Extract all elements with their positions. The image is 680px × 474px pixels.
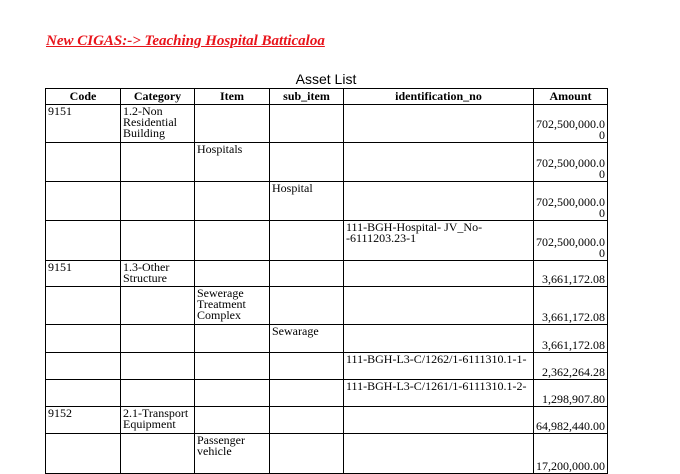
cell-amount: 3,661,172.08 bbox=[534, 287, 608, 325]
cell-identification-no bbox=[344, 105, 534, 143]
cell-category bbox=[121, 287, 195, 325]
table-row bbox=[46, 261, 608, 287]
cell-sub-item: Hospital bbox=[270, 182, 344, 221]
cell-sub-item bbox=[270, 407, 344, 434]
cell-item: Passenger vehicle bbox=[195, 434, 270, 474]
cell-item bbox=[195, 325, 270, 353]
cell-sub-item bbox=[270, 221, 344, 261]
cell-sub-item: Sewarage bbox=[270, 325, 344, 353]
cell-amount: 2,362,264.28 bbox=[534, 353, 608, 380]
table-row bbox=[46, 353, 608, 380]
cell-item bbox=[195, 221, 270, 261]
table-row bbox=[46, 287, 608, 325]
table-row bbox=[46, 221, 608, 261]
column-header-identification-no: identification_no bbox=[344, 89, 534, 105]
cell-sub-item bbox=[270, 287, 344, 325]
cell-amount: 702,500,000.00 bbox=[534, 143, 608, 182]
cell-identification-no bbox=[344, 182, 534, 221]
cell-category: 1.3-Other Structure bbox=[121, 261, 195, 287]
cell-code bbox=[46, 434, 121, 474]
cell-category bbox=[121, 380, 195, 407]
cell-code bbox=[46, 380, 121, 407]
cell-item bbox=[195, 182, 270, 221]
cell-code bbox=[46, 221, 121, 261]
table-row bbox=[46, 407, 608, 434]
cell-identification-no bbox=[344, 287, 534, 325]
table-row bbox=[46, 143, 608, 182]
table-header-row bbox=[46, 89, 608, 105]
cell-category: 1.2-Non Residential Building bbox=[121, 105, 195, 143]
cell-sub-item bbox=[270, 380, 344, 407]
cell-sub-item bbox=[270, 434, 344, 474]
cell-code bbox=[46, 143, 121, 182]
cell-amount: 702,500,000.00 bbox=[534, 105, 608, 143]
cell-code: 9152 bbox=[46, 407, 121, 434]
asset-table bbox=[45, 88, 608, 474]
cell-code bbox=[46, 353, 121, 380]
cell-sub-item bbox=[270, 143, 344, 182]
cell-amount: 3,661,172.08 bbox=[534, 325, 608, 353]
cell-category bbox=[121, 353, 195, 380]
cell-identification-no bbox=[344, 143, 534, 182]
cell-category bbox=[121, 434, 195, 474]
cell-item bbox=[195, 380, 270, 407]
cell-identification-no: 111-BGH-Hospital- JV_No--6111203.23-1 bbox=[344, 221, 534, 261]
cell-amount: 64,982,440.00 bbox=[534, 407, 608, 434]
column-header-sub-item: sub_item bbox=[270, 89, 344, 105]
table-row bbox=[46, 434, 608, 474]
cell-identification-no bbox=[344, 434, 534, 474]
cell-category bbox=[121, 221, 195, 261]
table-row bbox=[46, 325, 608, 353]
page-title: New CIGAS:-> Teaching Hospital Batticaloa bbox=[46, 33, 325, 49]
cell-identification-no: 111-BGH-L3-C/1262/1-6111310.1-1- bbox=[344, 353, 534, 380]
table-row bbox=[46, 380, 608, 407]
cell-category bbox=[121, 325, 195, 353]
cell-identification-no bbox=[344, 325, 534, 353]
cell-category bbox=[121, 182, 195, 221]
cell-code bbox=[46, 182, 121, 221]
cell-item bbox=[195, 261, 270, 287]
table-row bbox=[46, 182, 608, 221]
cell-code: 9151 bbox=[46, 261, 121, 287]
cell-amount: 702,500,000.00 bbox=[534, 182, 608, 221]
column-header-item: Item bbox=[195, 89, 270, 105]
column-header-amount: Amount bbox=[534, 89, 608, 105]
cell-amount: 702,500,000.00 bbox=[534, 221, 608, 261]
cell-code bbox=[46, 325, 121, 353]
cell-identification-no bbox=[344, 261, 534, 287]
cell-item: Hospitals bbox=[195, 143, 270, 182]
cell-item bbox=[195, 407, 270, 434]
cell-amount: 1,298,907.80 bbox=[534, 380, 608, 407]
column-header-category: Category bbox=[121, 89, 195, 105]
cell-code bbox=[46, 287, 121, 325]
cell-sub-item bbox=[270, 353, 344, 380]
cell-item bbox=[195, 105, 270, 143]
cell-item bbox=[195, 353, 270, 380]
column-header-code: Code bbox=[46, 89, 121, 105]
report-title: Asset List bbox=[295, 71, 357, 87]
cell-category: 2.1-Transport Equipment bbox=[121, 407, 195, 434]
cell-amount: 3,661,172.08 bbox=[534, 261, 608, 287]
cell-sub-item bbox=[270, 261, 344, 287]
cell-identification-no: 111-BGH-L3-C/1261/1-6111310.1-2- bbox=[344, 380, 534, 407]
cell-category bbox=[121, 143, 195, 182]
cell-amount: 17,200,000.00 bbox=[534, 434, 608, 474]
cell-code: 9151 bbox=[46, 105, 121, 143]
cell-identification-no bbox=[344, 407, 534, 434]
cell-sub-item bbox=[270, 105, 344, 143]
table-row bbox=[46, 105, 608, 143]
cell-item: Sewerage Treatment Complex bbox=[195, 287, 270, 325]
